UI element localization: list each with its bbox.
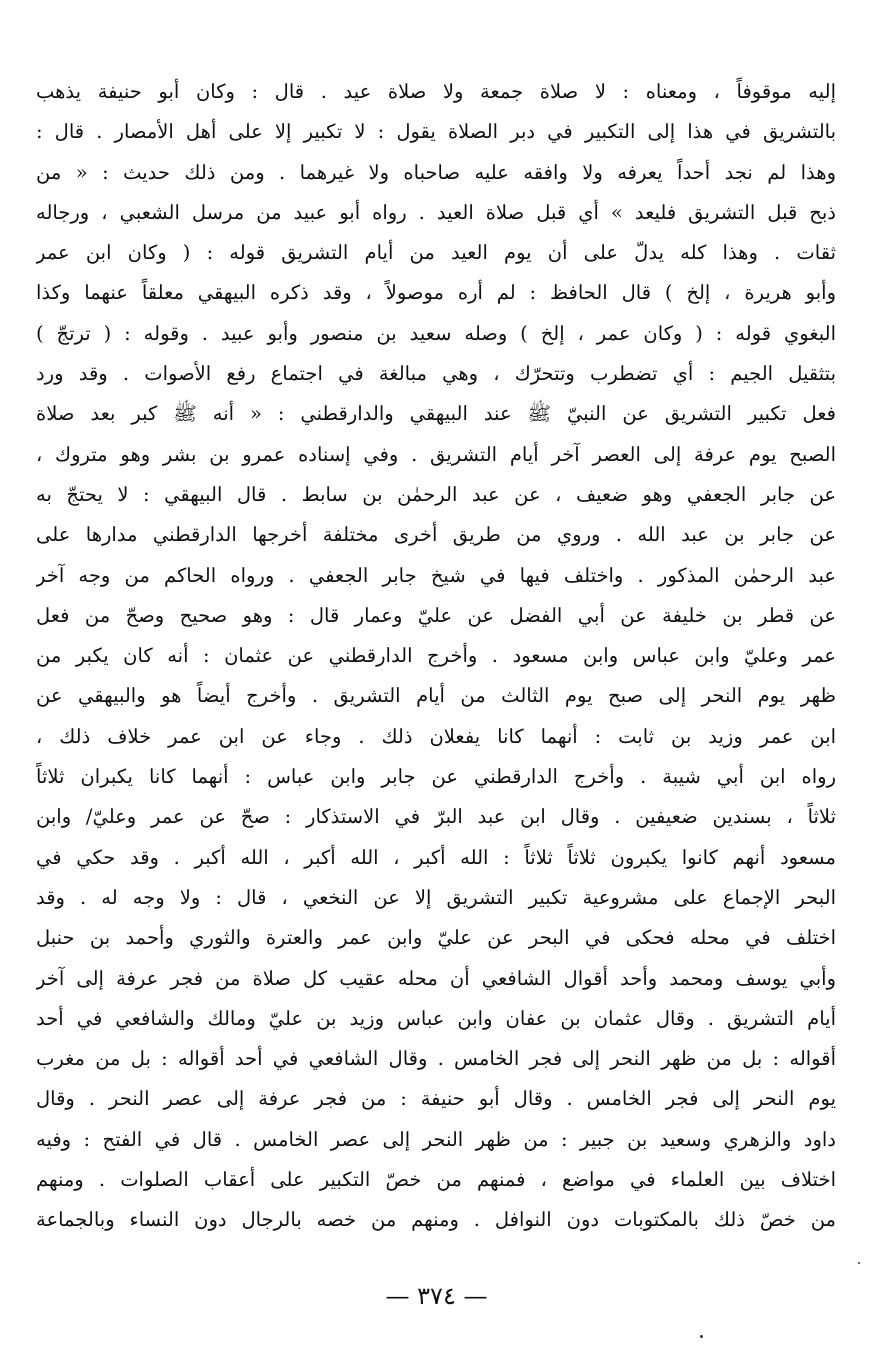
text-line-7: البغوي قوله : ( وكان عمر ، إلخ ) وصله سعيد بن منصور وأبو عبيد . وقوله : ( ترتجّ ) [36,321,836,345]
text-line-22: اختلف في محله فحكى في البحر عن عليّ وابن عمر والعترة والثوري وأحمد بن حنبل [36,926,836,950]
text-line-26: يوم النحر إلى فجر الخامس . وقال أبو حنيفة : من فجر عرفة إلى عصر النحر . وقال [36,1087,836,1111]
text-line-9: فعل تكبير التشريق عن النبيّ ﷺ عند البيهقي والدارقطني : « أنه ﷺ كبر بعد صلاة [36,402,836,426]
text-line-3: وهذا لم نجد أحداً يعرفه ولا وافقه عليه صاحباه ولا غيرهما . ومن ذلك حديث : « من [36,160,836,184]
text-line-6: وأبو هريرة ، إلخ ) قال الحافظ : لم أره موصولاً ، وقد ذكره البيهقي معلقاً عنهما وكذا [36,281,836,305]
text-line-12: عن جابر بن عبد الله . وروي من طريق أخرى مختلفة أخرجها الدارقطني مدارها على [36,523,836,547]
text-line-5: ثقات . وهذا كله يدلّ على أن يوم العيد من أيام التشريق قوله : ( وكان ابن عمر [36,241,836,265]
page-number: — ٣٧٤ — [385,1282,488,1310]
text-line-14: عن قطر بن خليفة عن أبي الفضل عن عليّ وعمار قال : وهو صحيح وصحّ من فعل [36,603,836,627]
body-text [36,72,836,1241]
text-line-19: ثلاثاً ، بسندين ضعيفين . وقال ابن عبد البرّ في الاستذكار : صحّ عن عمر وعليّ/ وابن [36,805,836,829]
text-line-24: أيام التشريق . وقال عثمان بن عفان وابن عباس وزيد بن عليّ ومالك والشافعي في أحد [36,1006,836,1030]
text-line-18: رواه ابن أبي شيبة . وأخرج الدارقطني عن جابر وابن عباس : أنهما كانا يكبران ثلاثاً [36,765,836,789]
text-line-2: بالتشريق في هذا إلى التكبير في دبر الصلاة يقول : لا تكبير إلا على أهل الأمصار . قال : [36,120,836,144]
text-line-23: وأبي يوسف ومحمد وأحد أقوال الشافعي أن محله عقيب كل صلاة من فجر عرفة إلى آخر [36,966,836,990]
text-line-29: من خصّ ذلك بالمكتوبات دون النوافل . ومنهم من خصه بالرجال دون النساء وبالجماعة [36,1208,836,1232]
text-line-27: داود والزهري وسعيد بن جبير : من ظهر النحر إلى عصر الخامس . قال في الفتح : وفيه [36,1127,836,1151]
text-line-4: ذبح قبل التشريق فليعد » أي قبل صلاة العيد . رواه أبو عبيد من مرسل الشعبي ، ورجاله [36,200,836,224]
text-line-16: ظهر يوم النحر إلى صبح يوم الثالث من أيام التشريق . وأخرج أيضاً هو والبيهقي عن [36,684,836,708]
text-line-25: أقواله : بل من ظهر النحر إلى فجر الخامس . وقال الشافعي في أحد أقواله : بل من مغرب [36,1047,836,1071]
text-line-10: الصبح يوم عرفة إلى العصر آخر أيام التشريق . وفي إسناده عمرو بن بشر وهو متروك ، [36,442,836,466]
text-line-15: عمر وعليّ وابن عباس وابن مسعود . وأخرج الدارقطني عن عثمان : أنه كان يكبر من [36,644,836,668]
text-line-21: البحر الإجماع على مشروعية تكبير التشريق إلا عن النخعي ، قال : ولا وجه له . وقد [36,885,836,909]
text-line-28: اختلاف بين العلماء في مواضع ، فمنهم من خصّ التكبير على أعقاب الصلوات . ومنهم [36,1168,836,1192]
text-line-1: إليه موقوفاً ، ومعناه : لا صلاة جمعة ولا صلاة عيد . قال : وكان أبو حنيفة يذهب [36,80,836,103]
text-line-17: ابن عمر وزيد بن ثابت : أنهما كانا يفعلان ذلك . وجاء عن ابن عمر خلاف ذلك ، [36,724,836,748]
scan-speck [700,1335,703,1338]
text-line-20: مسعود أنهم كانوا يكبرون ثلاثاً ثلاثاً : الله أكبر ، الله أكبر ، الله أكبر . وقد حكي في [36,845,836,869]
text-line-11: عن جابر الجعفي وهو ضعيف ، عن عبد الرحمٰن بن سابط . قال البيهقي : لا يحتجّ به [36,482,836,506]
scan-speck [858,1262,860,1264]
text-line-8: بتثقيل الجيم : أي تضطرب وتتحرّك ، وهي مبالغة في اجتماع رفع الأصوات . وقد ورد [36,362,836,386]
text-line-13: عبد الرحمٰن المذكور . واختلف فيها في شيخ جابر الجعفي . ورواه الحاكم من وجه آخر [36,563,836,587]
